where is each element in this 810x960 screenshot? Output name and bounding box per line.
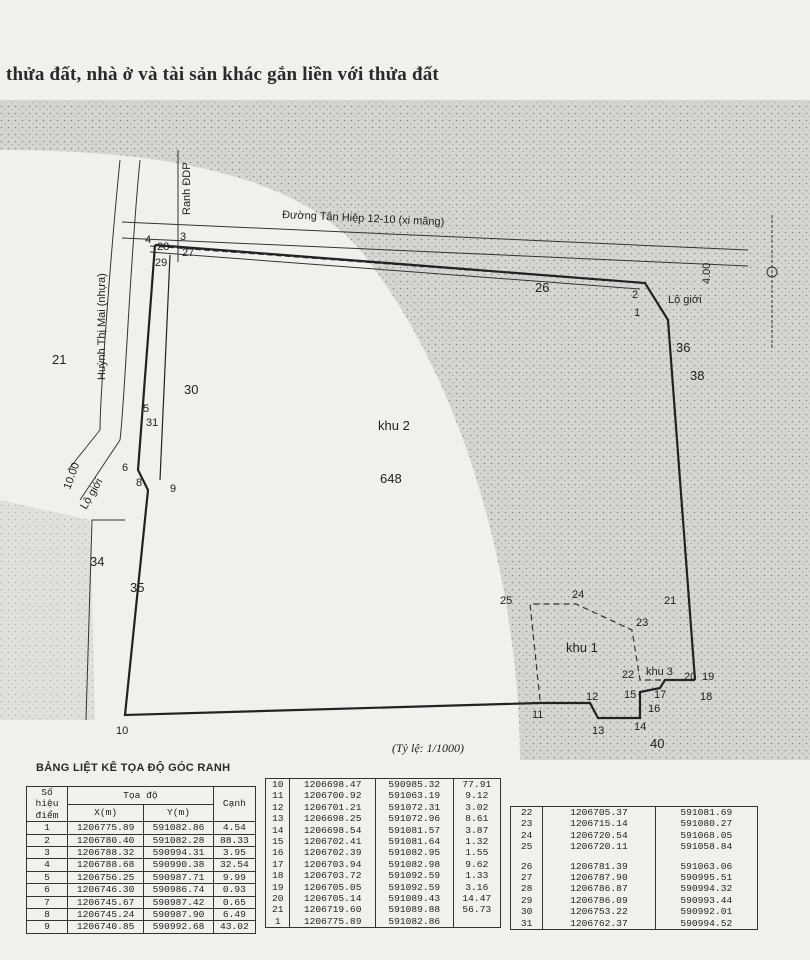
table-cell: 3.95 bbox=[213, 847, 255, 859]
table-cell: 1206745.67 bbox=[68, 896, 144, 908]
point-label: 22 bbox=[622, 669, 635, 681]
table-cell: 0.93 bbox=[213, 884, 255, 896]
table-cell: 591082.98 bbox=[375, 859, 453, 870]
table-cell: 26 bbox=[511, 861, 543, 872]
table-cell: 591081.64 bbox=[375, 836, 453, 847]
table-cell: 16 bbox=[266, 847, 290, 858]
table-cell: 1206705.37 bbox=[543, 807, 655, 819]
table-cell: 9.62 bbox=[453, 859, 500, 870]
table-row bbox=[511, 807, 758, 819]
table-cell: 21 bbox=[266, 904, 290, 915]
table-title: BẢNG LIỆT KÊ TỌA ĐỘ GÓC RANH bbox=[36, 762, 231, 774]
table-cell: 23 bbox=[511, 818, 543, 829]
point-label: 29 bbox=[155, 257, 168, 269]
table-cell: 8.61 bbox=[453, 813, 500, 824]
table-cell: 1206788.32 bbox=[68, 847, 144, 859]
table-cell: 1206705.05 bbox=[290, 882, 375, 893]
table-cell: 591058.84 bbox=[655, 841, 757, 852]
neighbor-30: 30 bbox=[184, 382, 199, 397]
table-row bbox=[511, 872, 758, 883]
table-row bbox=[266, 847, 501, 858]
table-cell: 591082.28 bbox=[144, 834, 213, 846]
point-label: 3 bbox=[180, 231, 187, 243]
table-cell: 14 bbox=[266, 825, 290, 836]
table-row bbox=[511, 883, 758, 894]
table-row bbox=[266, 802, 501, 813]
table-cell: 1206702.41 bbox=[290, 836, 375, 847]
table-cell: 12 bbox=[266, 802, 290, 813]
table-cell: 1206775.89 bbox=[68, 822, 144, 834]
point-label: 24 bbox=[572, 589, 585, 601]
coordinate-table-1 bbox=[26, 786, 256, 934]
table-cell: 591082.95 bbox=[375, 847, 453, 858]
table-cell: 590995.51 bbox=[655, 872, 757, 883]
table-cell: 25 bbox=[511, 841, 543, 852]
table-cell: 1.32 bbox=[453, 836, 500, 847]
table-cell: 3.16 bbox=[453, 882, 500, 893]
point-label: 23 bbox=[636, 617, 649, 629]
point-label: 31 bbox=[146, 417, 159, 429]
table-cell: 1206719.60 bbox=[290, 904, 375, 915]
table-cell: 29 bbox=[511, 895, 543, 906]
table-cell: 590994.31 bbox=[144, 847, 213, 859]
table-cell: 7 bbox=[27, 896, 68, 908]
table1-body bbox=[27, 822, 256, 934]
table-cell: 2 bbox=[27, 834, 68, 846]
table-cell: 31 bbox=[511, 918, 543, 930]
table-row bbox=[27, 834, 256, 846]
page-heading: thửa đất, nhà ở và tài sản khác gắn liền với thửa đất bbox=[6, 64, 439, 85]
table-cell: 591082.86 bbox=[144, 822, 213, 834]
table-cell: 1206705.14 bbox=[290, 893, 375, 904]
coordinate-table-2 bbox=[265, 778, 501, 928]
point-label: 14 bbox=[634, 721, 647, 733]
table-cell: 1206753.22 bbox=[543, 906, 655, 917]
table-cell: 1206745.24 bbox=[68, 909, 144, 921]
point-label: 20 bbox=[684, 671, 697, 683]
table-cell: 0.65 bbox=[213, 896, 255, 908]
table-cell: 3 bbox=[27, 847, 68, 859]
table-cell: 22 bbox=[511, 807, 543, 819]
table-cell: 591081.57 bbox=[375, 825, 453, 836]
neighbor-35: 35 bbox=[130, 580, 145, 595]
table-cell: 591072.96 bbox=[375, 813, 453, 824]
table-cell: 17 bbox=[266, 859, 290, 870]
table-cell: 1 bbox=[266, 916, 290, 928]
table-row bbox=[27, 884, 256, 896]
table-cell: 9 bbox=[27, 921, 68, 933]
table-spacer bbox=[511, 853, 758, 861]
table-cell: 77.91 bbox=[453, 779, 500, 791]
header-y: Y(m) bbox=[144, 804, 213, 822]
table-cell: 1206702.39 bbox=[290, 847, 375, 858]
table-cell: 590987.71 bbox=[144, 871, 213, 883]
table-row bbox=[511, 861, 758, 872]
header-edge: Cạnh bbox=[213, 787, 255, 822]
table-cell: 591089.43 bbox=[375, 893, 453, 904]
point-label: 9 bbox=[170, 483, 177, 495]
table-row bbox=[266, 870, 501, 881]
table-cell: 1206698.47 bbox=[290, 779, 375, 791]
point-label: 10 bbox=[116, 725, 129, 737]
table-cell: 15 bbox=[266, 836, 290, 847]
table-row bbox=[266, 779, 501, 791]
table-cell: 56.73 bbox=[453, 904, 500, 915]
table-cell: 1206781.39 bbox=[543, 861, 655, 872]
table-cell: 9.12 bbox=[453, 790, 500, 801]
table-row bbox=[27, 921, 256, 933]
table-cell: 24 bbox=[511, 830, 543, 841]
table-cell: 591063.06 bbox=[655, 861, 757, 872]
lo-gioi-right-width: 4.00 bbox=[701, 262, 713, 284]
table-cell: 1206703.72 bbox=[290, 870, 375, 881]
table-cell: 9.99 bbox=[213, 871, 255, 883]
table-cell: 591080.27 bbox=[655, 818, 757, 829]
lo-gioi-left-width: 10.00 bbox=[61, 461, 83, 492]
zone1-label: khu 1 bbox=[566, 640, 598, 655]
boundary-label: Ranh ĐDP bbox=[181, 162, 193, 215]
header-point: Số hiệu điểm bbox=[27, 787, 68, 822]
table-cell: 88.33 bbox=[213, 834, 255, 846]
neighbor-40: 40 bbox=[650, 736, 665, 751]
table-cell: 1206786.87 bbox=[543, 883, 655, 894]
point-label: 12 bbox=[586, 691, 599, 703]
street-name: Huỳnh Thị Mai (nhựa) bbox=[96, 273, 108, 380]
table-cell: 1206701.21 bbox=[290, 802, 375, 813]
map-scale: (Tỷ lệ: 1/1000) bbox=[392, 741, 464, 755]
neighbor-26: 26 bbox=[535, 280, 550, 295]
table-row bbox=[27, 859, 256, 871]
table-cell: 5 bbox=[27, 871, 68, 883]
table-row bbox=[511, 818, 758, 829]
table-row bbox=[511, 895, 758, 906]
point-label: 17 bbox=[654, 689, 667, 701]
table-cell: 1206756.25 bbox=[68, 871, 144, 883]
parcel-number: 648 bbox=[380, 471, 402, 486]
table-cell: 1206786.09 bbox=[543, 895, 655, 906]
table3-body bbox=[511, 807, 758, 930]
table-cell: 30 bbox=[511, 906, 543, 917]
table-cell: 1.55 bbox=[453, 847, 500, 858]
point-label: 18 bbox=[700, 691, 713, 703]
table-cell: 1206775.89 bbox=[290, 916, 375, 928]
neighbor-21: 21 bbox=[52, 352, 67, 367]
table-cell: 4.54 bbox=[213, 822, 255, 834]
table-cell: 590992.01 bbox=[655, 906, 757, 917]
lo-gioi-left: Lộ giới bbox=[78, 476, 106, 512]
table-cell: 1206740.85 bbox=[68, 921, 144, 933]
table-cell: 1 bbox=[27, 822, 68, 834]
table-cell: 590994.32 bbox=[655, 883, 757, 894]
point-label: 8 bbox=[136, 477, 143, 489]
table-row bbox=[511, 918, 758, 930]
table-cell: 1206698.25 bbox=[290, 813, 375, 824]
table-row bbox=[266, 882, 501, 893]
table-cell: 591063.19 bbox=[375, 790, 453, 801]
table2-body bbox=[266, 779, 501, 928]
shaded-area-left bbox=[0, 500, 95, 720]
lo-gioi-right: Lộ giới bbox=[668, 294, 702, 306]
table-row bbox=[511, 906, 758, 917]
table-cell: 11 bbox=[266, 790, 290, 801]
table-cell: 591089.88 bbox=[375, 904, 453, 915]
header-x: X(m) bbox=[68, 804, 144, 822]
header-coord: Tọa độ bbox=[68, 787, 214, 805]
table-cell: 590993.44 bbox=[655, 895, 757, 906]
table-row bbox=[266, 813, 501, 824]
table-cell: 4 bbox=[27, 859, 68, 871]
table-cell: 20 bbox=[266, 893, 290, 904]
table-cell: 590987.90 bbox=[144, 909, 213, 921]
point-label: 25 bbox=[500, 595, 513, 607]
table-cell: 590994.52 bbox=[655, 918, 757, 930]
table-cell: 1206720.11 bbox=[543, 841, 655, 852]
table-cell: 8 bbox=[27, 909, 68, 921]
table-cell: 6 bbox=[27, 884, 68, 896]
table-row bbox=[266, 893, 501, 904]
table-row bbox=[511, 830, 758, 841]
neighbor-34: 34 bbox=[90, 554, 105, 569]
table-cell: 590987.42 bbox=[144, 896, 213, 908]
table-row bbox=[266, 916, 501, 928]
table-row bbox=[266, 825, 501, 836]
table-cell: 590985.32 bbox=[375, 779, 453, 791]
point-label: 4 bbox=[145, 234, 152, 246]
table-cell: 590992.68 bbox=[144, 921, 213, 933]
point-label: 6 bbox=[122, 462, 129, 474]
table-row bbox=[266, 859, 501, 870]
table-cell: 591092.59 bbox=[375, 870, 453, 881]
table-row bbox=[266, 904, 501, 915]
zone2-label: khu 2 bbox=[378, 418, 410, 433]
table-cell: 590990.38 bbox=[144, 859, 213, 871]
table-cell: 1206780.40 bbox=[68, 834, 144, 846]
table-cell: 28 bbox=[511, 883, 543, 894]
table-cell: 14.47 bbox=[453, 893, 500, 904]
table-cell: 1206700.92 bbox=[290, 790, 375, 801]
table-cell: 1206715.14 bbox=[543, 818, 655, 829]
point-label: 15 bbox=[624, 689, 637, 701]
table-cell: 10 bbox=[266, 779, 290, 791]
point-label: 27 bbox=[182, 247, 195, 259]
table-cell: 1206762.37 bbox=[543, 918, 655, 930]
table-cell: 1.33 bbox=[453, 870, 500, 881]
coordinate-table-3 bbox=[510, 806, 758, 930]
table-cell: 1206720.54 bbox=[543, 830, 655, 841]
point-label: 19 bbox=[702, 671, 715, 683]
neighbor-36: 36 bbox=[676, 340, 691, 355]
point-label: 11 bbox=[532, 709, 544, 721]
table-row bbox=[511, 841, 758, 852]
table-cell: 590986.74 bbox=[144, 884, 213, 896]
table-row bbox=[27, 847, 256, 859]
table-cell: 6.49 bbox=[213, 909, 255, 921]
table-cell: 591092.59 bbox=[375, 882, 453, 893]
point-label: 16 bbox=[648, 703, 661, 715]
table-cell: 1206787.90 bbox=[543, 872, 655, 883]
table-cell: 18 bbox=[266, 870, 290, 881]
point-label: 2 bbox=[632, 289, 639, 301]
table-cell: 27 bbox=[511, 872, 543, 883]
table-cell: 1206703.94 bbox=[290, 859, 375, 870]
table-cell: 591082.86 bbox=[375, 916, 453, 928]
point-label: 28 bbox=[157, 241, 170, 253]
table-cell: 1206746.30 bbox=[68, 884, 144, 896]
table-cell: 1206698.54 bbox=[290, 825, 375, 836]
table-row bbox=[266, 790, 501, 801]
table-cell: 1206788.68 bbox=[68, 859, 144, 871]
table-cell: 591072.31 bbox=[375, 802, 453, 813]
point-label: 5 bbox=[143, 403, 150, 415]
table-cell: 13 bbox=[266, 813, 290, 824]
road-name: Đường Tân Hiệp 12-10 (xi măng) bbox=[281, 209, 445, 229]
point-label: 21 bbox=[664, 595, 677, 607]
table-cell: 19 bbox=[266, 882, 290, 893]
table-cell: 32.54 bbox=[213, 859, 255, 871]
table-cell: 591081.69 bbox=[655, 807, 757, 819]
neighbor-38: 38 bbox=[690, 368, 705, 383]
zone3-label: khu 3 bbox=[646, 666, 673, 678]
table-cell bbox=[453, 916, 500, 928]
point-label: 13 bbox=[592, 725, 605, 737]
table-row bbox=[27, 896, 256, 908]
point-label: 1 bbox=[634, 307, 641, 319]
table-row bbox=[27, 871, 256, 883]
table-cell: 3.02 bbox=[453, 802, 500, 813]
table-row bbox=[266, 836, 501, 847]
table-cell: 591068.05 bbox=[655, 830, 757, 841]
table-cell: 43.02 bbox=[213, 921, 255, 933]
table-row bbox=[27, 909, 256, 921]
table-cell: 3.87 bbox=[453, 825, 500, 836]
table-row bbox=[27, 822, 256, 834]
